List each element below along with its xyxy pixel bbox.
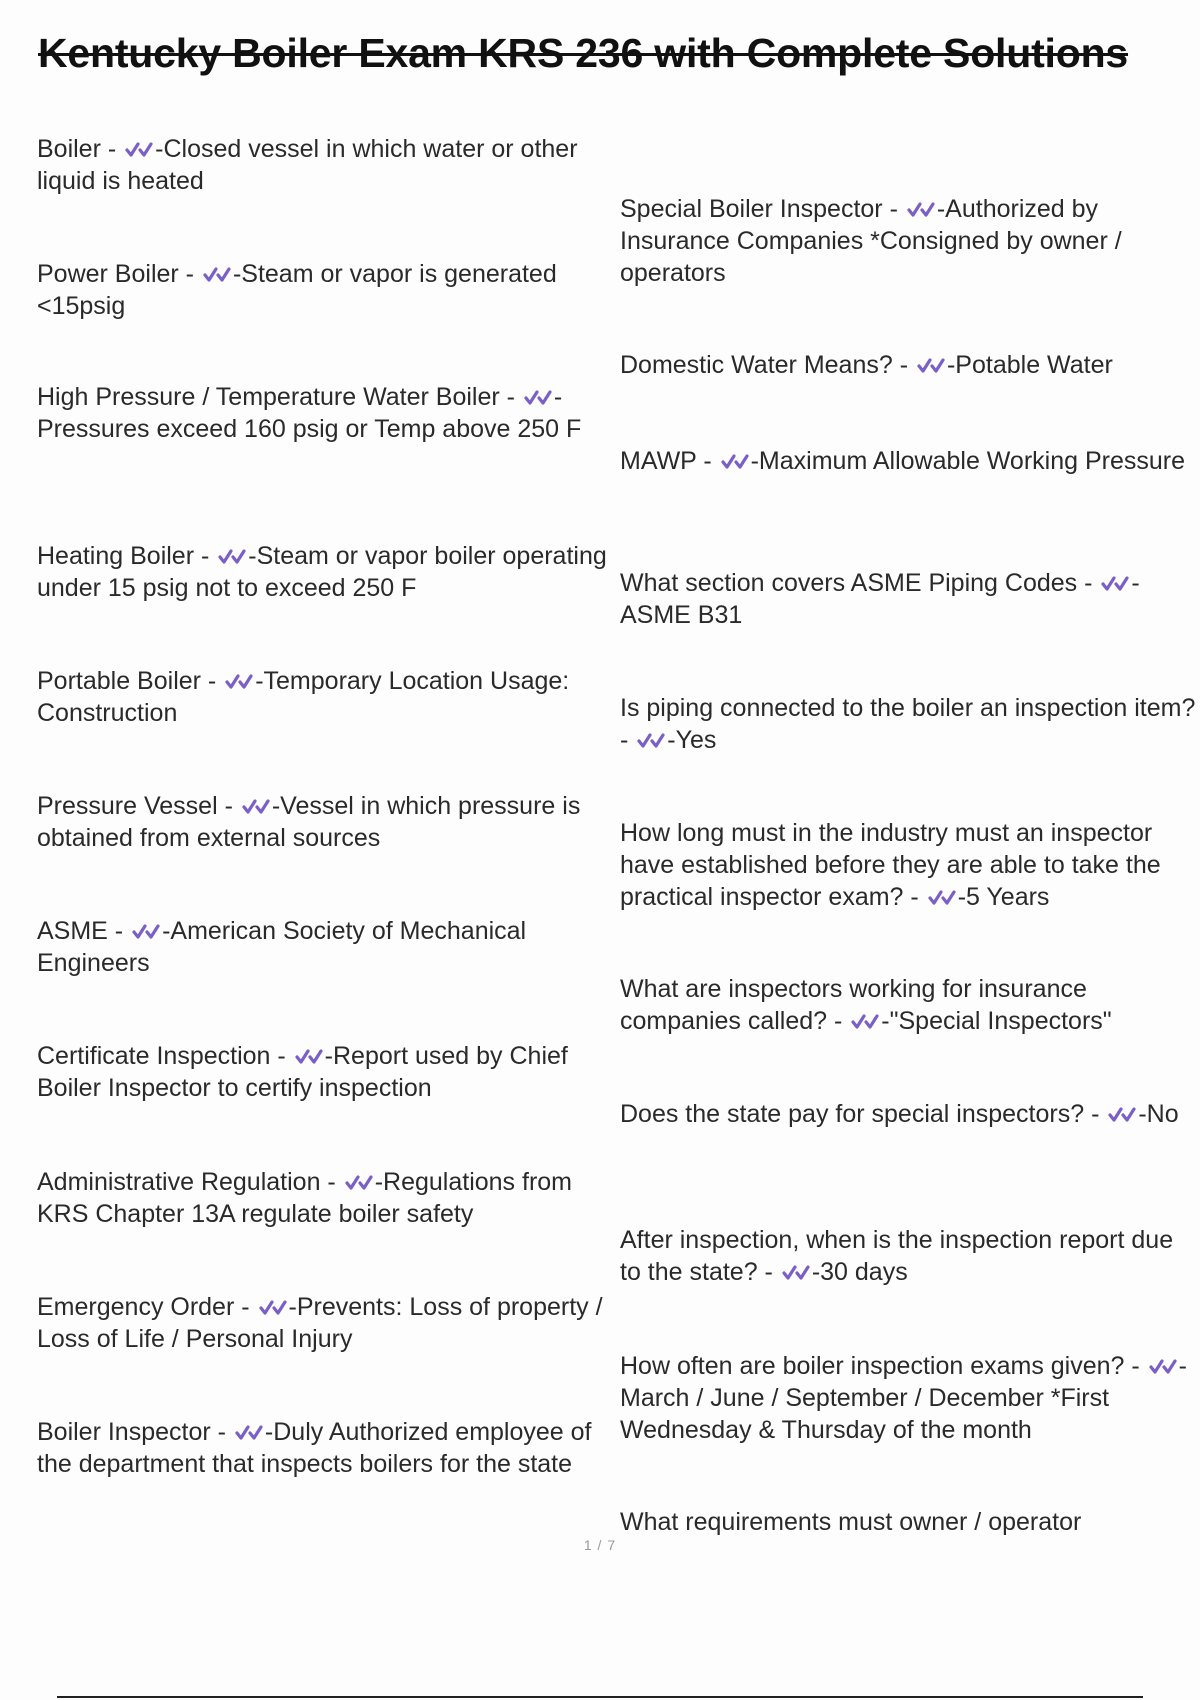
answer-text: -Prevents: Loss of property / Loss of Life / Personal Injury <box>37 1293 603 1353</box>
qa-entry-pressure-vessel <box>37 790 607 854</box>
qa-entry-asme-piping <box>620 567 1200 631</box>
answer-text: -March / June / September / December *First Wednesday & Thursday of the month <box>620 1352 1187 1444</box>
double-check-icon <box>851 1011 879 1033</box>
footer-divider <box>57 1696 1143 1698</box>
qa-entry-special-inspectors <box>620 973 1200 1037</box>
answer-text: -"Special Inspectors" <box>881 1007 1112 1035</box>
qa-entry-report-due <box>620 1224 1200 1288</box>
answer-text: -Temporary Location Usage: Construction <box>37 667 570 727</box>
qa-entry-boiler <box>37 133 607 197</box>
answer-text: -Pressures exceed 160 psig or Temp above 250 F <box>37 383 582 443</box>
page-indicator: 1 / 7 <box>583 1537 617 1553</box>
double-check-icon <box>259 1297 287 1319</box>
answer-text: -American Society of Mechanical Engineers <box>37 917 527 977</box>
answer-text: -No <box>1138 1100 1179 1128</box>
question-text: What requirements must owner / operator <box>620 1508 1082 1536</box>
double-check-icon <box>917 355 945 377</box>
qa-entry-portable-boiler <box>37 665 607 729</box>
question-text: Heating Boiler - <box>37 542 217 570</box>
double-check-icon <box>782 1262 810 1284</box>
qa-entry-heating-boiler <box>37 540 607 604</box>
answer-text: -Steam or vapor boiler operating under 15 psig not to exceed 250 F <box>37 542 607 602</box>
qa-entry-domestic-water <box>620 349 1200 381</box>
question-text: How long must in the industry must an inspector have established before they are able to take the practical inspector exam? - <box>620 819 1161 911</box>
double-check-icon <box>721 451 749 473</box>
qa-entry-administrative-regulation <box>37 1166 607 1230</box>
double-check-icon <box>295 1046 323 1068</box>
qa-entry-high-pressure-boiler <box>37 381 607 445</box>
document-title: Kentucky Boiler Exam KRS 236 with Complete Solutions <box>38 30 1129 76</box>
question-text: Certificate Inspection - <box>37 1042 293 1070</box>
question-text: Special Boiler Inspector - <box>620 195 905 223</box>
question-text: Pressure Vessel - <box>37 792 240 820</box>
qa-entry-boiler-inspector <box>37 1416 607 1480</box>
question-text: Portable Boiler - <box>37 667 224 695</box>
answer-text: -Steam or vapor is generated <15psig <box>37 260 557 320</box>
double-check-icon <box>928 887 956 909</box>
question-text: ASME - <box>37 917 131 945</box>
answer-text: -Yes <box>667 726 717 754</box>
question-text: Boiler Inspector - <box>37 1418 233 1446</box>
qa-entry-certificate-inspection <box>37 1040 607 1104</box>
question-text: Emergency Order - <box>37 1293 257 1321</box>
qa-entry-special-boiler-inspector <box>620 193 1200 289</box>
answer-text: -Report used by Chief Boiler Inspector to certify inspection <box>37 1042 568 1102</box>
answer-text: -ASME B31 <box>620 569 1140 629</box>
answer-text: -Closed vessel in which water or other liquid is heated <box>37 135 578 195</box>
question-text: Power Boiler - <box>37 260 201 288</box>
qa-entry-state-pay <box>620 1098 1200 1130</box>
double-check-icon <box>125 139 153 161</box>
double-check-icon <box>1101 573 1129 595</box>
question-text: Domestic Water Means? - <box>620 351 915 379</box>
double-check-icon <box>1108 1104 1136 1126</box>
answer-text: -Authorized by Insurance Companies *Consigned by owner / operators <box>620 195 1122 287</box>
question-text: High Pressure / Temperature Water Boiler - <box>37 383 522 411</box>
question-text: How often are boiler inspection exams given? - <box>620 1352 1147 1380</box>
double-check-icon <box>907 199 935 221</box>
double-check-icon <box>1149 1356 1177 1378</box>
qa-entry-emergency-order <box>37 1291 607 1355</box>
double-check-icon <box>235 1422 263 1444</box>
question-text: Is piping connected to the boiler an inspection item? - <box>620 694 1196 754</box>
answer-text: -Maximum Allowable Working Pressure <box>750 447 1186 475</box>
answer-text: -Vessel in which pressure is obtained from external sources <box>37 792 581 852</box>
double-check-icon <box>637 730 665 752</box>
question-text: MAWP - <box>620 447 719 475</box>
qa-entry-power-boiler <box>37 258 607 322</box>
qa-entry-inspector-experience <box>620 817 1200 913</box>
answer-text: -Regulations from KRS Chapter 13A regulate boiler safety <box>37 1168 573 1228</box>
question-text: What section covers ASME Piping Codes - <box>620 569 1100 597</box>
question-text: Administrative Regulation - <box>37 1168 343 1196</box>
question-text: Boiler - <box>37 135 124 163</box>
answer-text: -5 Years <box>957 883 1050 911</box>
qa-entry-mawp <box>620 445 1200 477</box>
double-check-icon <box>345 1172 373 1194</box>
double-check-icon <box>218 546 246 568</box>
answer-text: -30 days <box>811 1258 908 1286</box>
double-check-icon <box>203 264 231 286</box>
question-text: What are inspectors working for insurance companies called? - <box>620 975 1087 1035</box>
double-check-icon <box>132 921 160 943</box>
answer-text: -Potable Water <box>946 351 1113 379</box>
double-check-icon <box>242 796 270 818</box>
qa-entry-exam-schedule <box>620 1350 1200 1446</box>
double-check-icon <box>225 671 253 693</box>
answer-text: -Duly Authorized employee of the department that inspects boilers for the state <box>37 1418 592 1478</box>
qa-entry-piping-inspection <box>620 692 1200 756</box>
double-check-icon <box>524 387 552 409</box>
question-text: Does the state pay for special inspectors? - <box>620 1100 1107 1128</box>
question-text: After inspection, when is the inspection report due to the state? - <box>620 1226 1174 1286</box>
qa-entry-asme <box>37 915 607 979</box>
qa-entry-owner-requirements <box>620 1506 1200 1538</box>
